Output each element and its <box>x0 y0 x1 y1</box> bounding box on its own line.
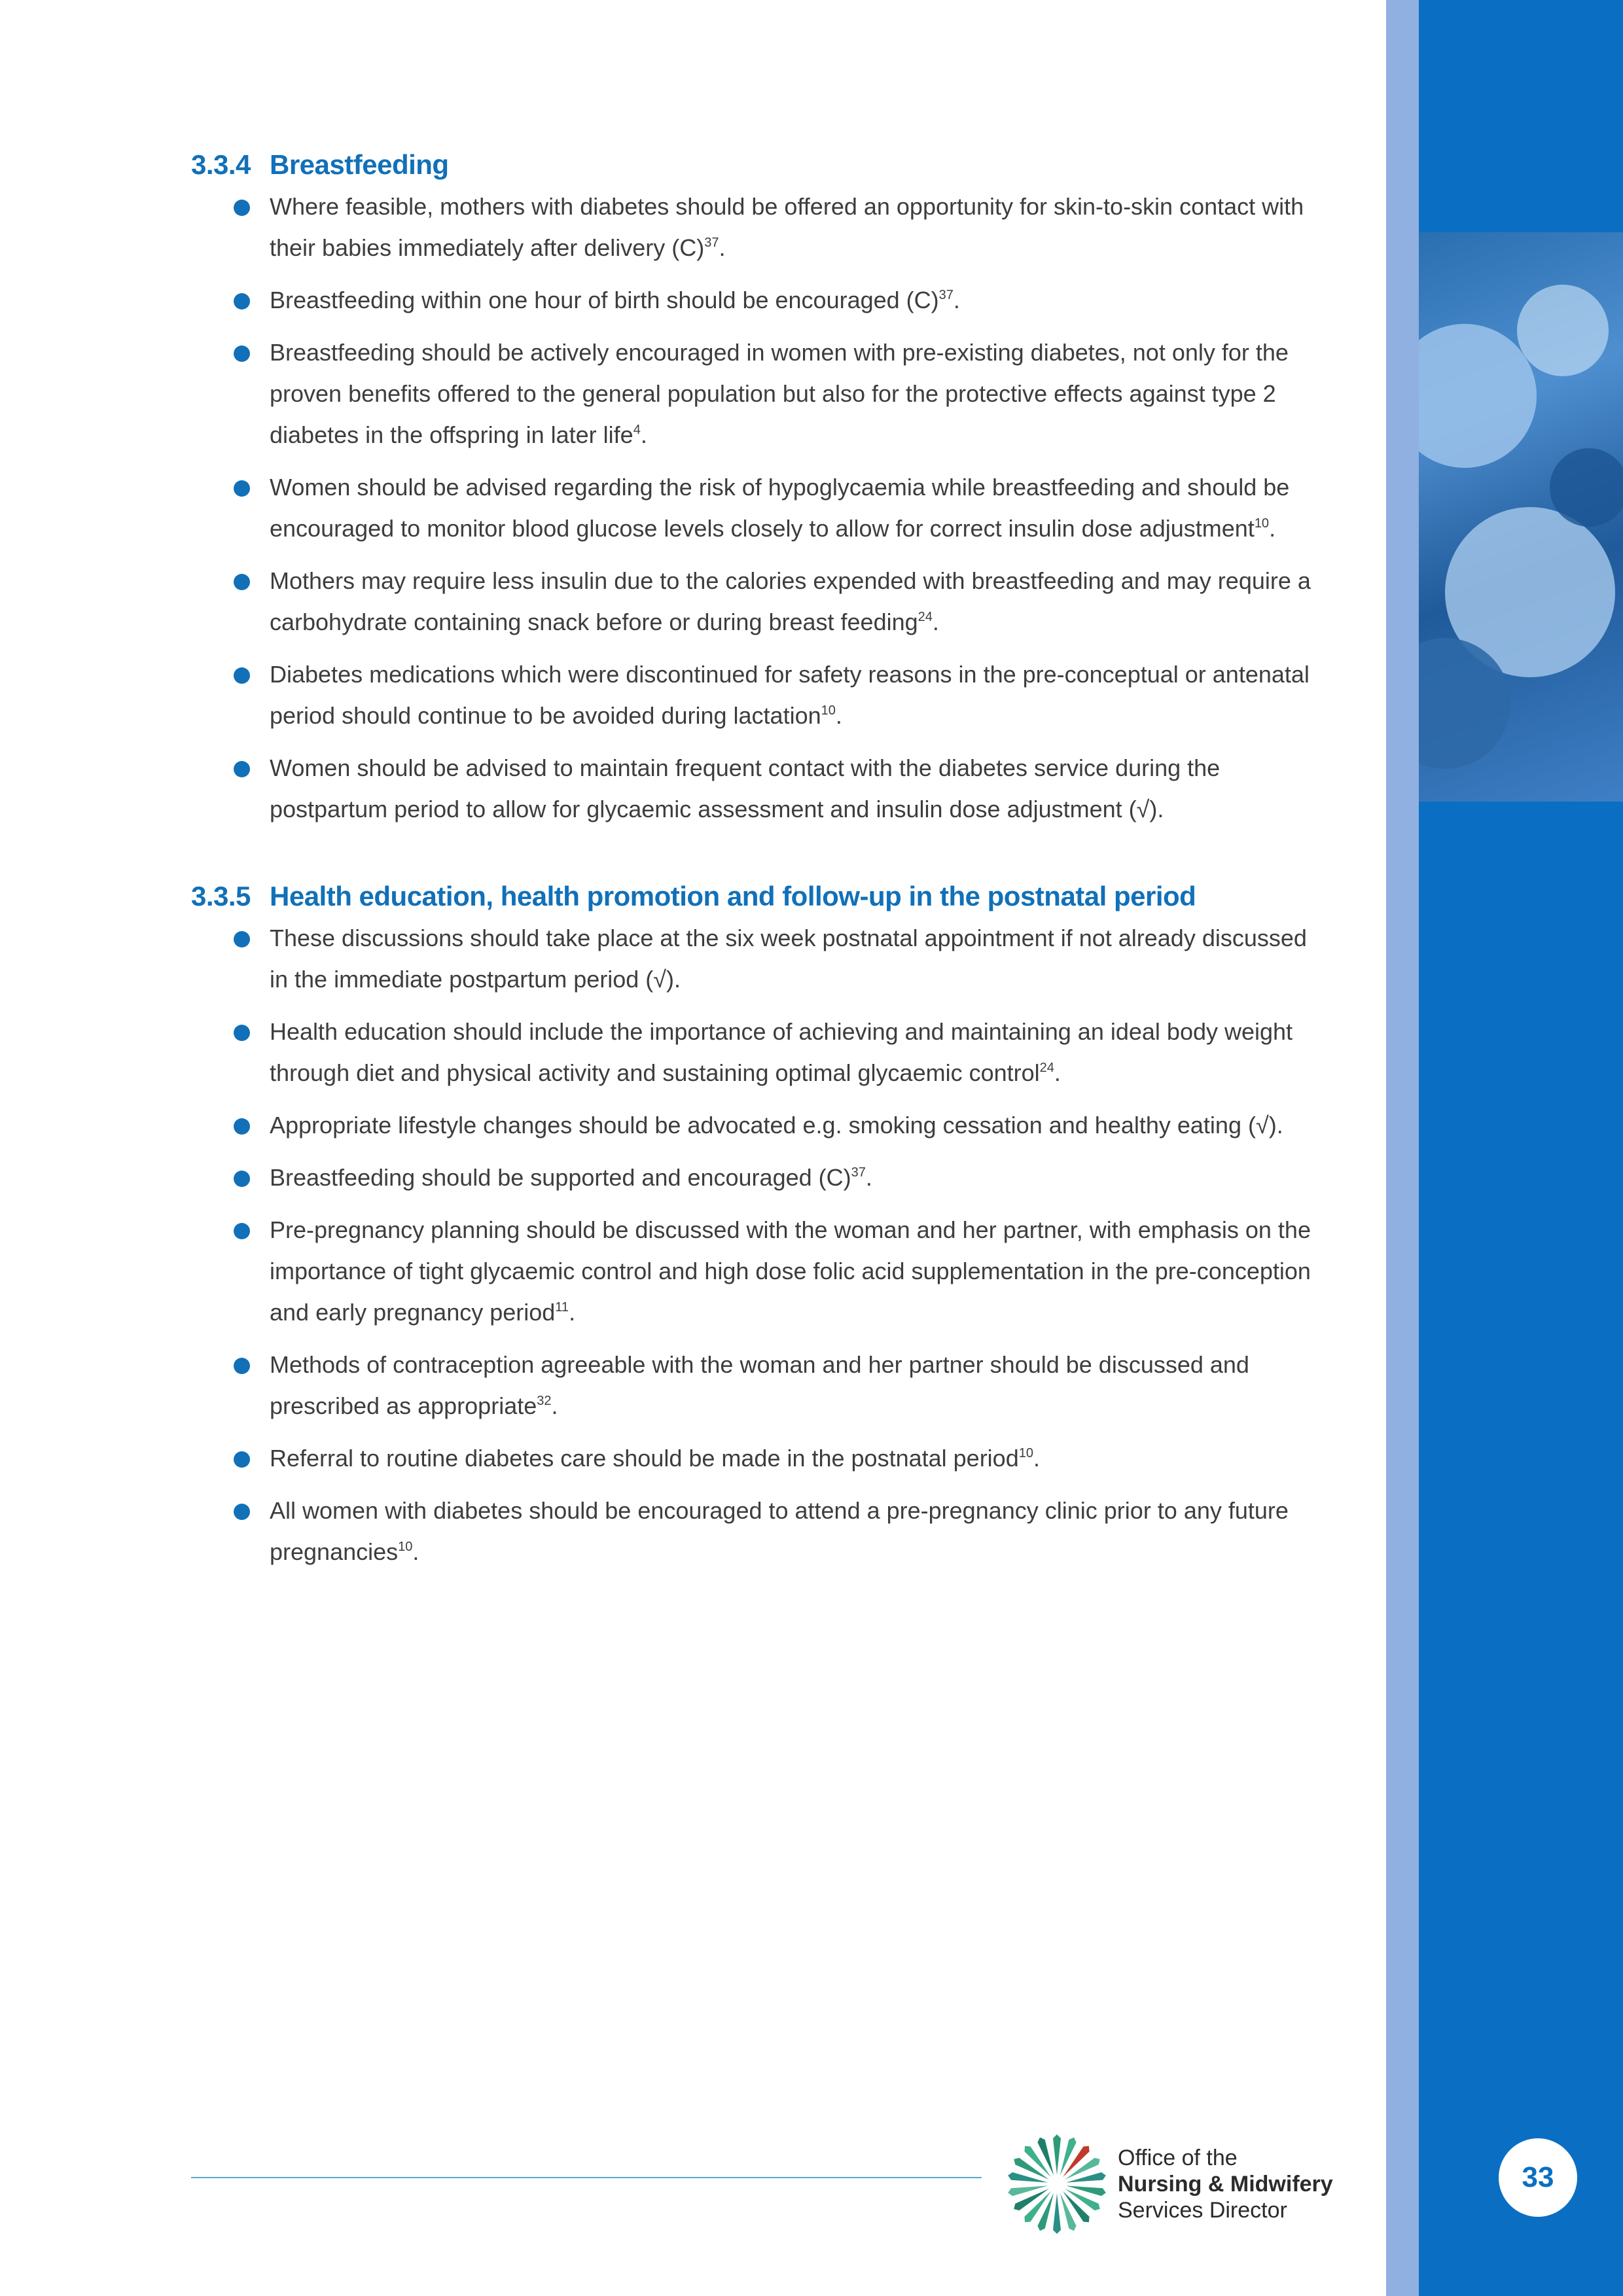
list-item <box>191 1157 1330 1198</box>
list-item-text: Women should be advised to maintain frequent contact with the diabetes service during the postpartum period to allow for glycaemic assessment and insulin dose adjustment (√). <box>270 754 1221 822</box>
list-item-end: . <box>835 702 842 729</box>
list-item <box>191 1104 1330 1146</box>
list-item-text: Appropriate lifestyle changes should be advocated e.g. smoking cessation and healthy eating (√). <box>270 1112 1283 1139</box>
list-item-end: . <box>640 421 647 448</box>
reference-number: 10 <box>398 1540 413 1554</box>
bullet-icon <box>234 1223 250 1239</box>
section-number: 3.3.4 <box>191 149 251 180</box>
list-item <box>191 1209 1330 1333</box>
section-title: Health education, health promotion and follow-up in the postnatal period <box>270 881 1196 911</box>
list-item <box>191 917 1330 1000</box>
bullet-icon <box>234 200 250 216</box>
page-number: 33 <box>1499 2138 1577 2217</box>
bullet-icon <box>234 1451 250 1468</box>
bullet-icon <box>234 1171 250 1187</box>
list-item-text: All women with diabetes should be encouraged to attend a pre-pregnancy clinic prior to any future pregnancies <box>270 1497 1289 1565</box>
org-line-3: Services Director <box>1118 2198 1287 2223</box>
section-health-education <box>191 881 1330 1572</box>
list-item-end: . <box>953 287 960 313</box>
section-breastfeeding <box>191 149 1330 830</box>
list-item-end: . <box>865 1164 872 1191</box>
list-item-end: . <box>719 234 726 261</box>
section-number: 3.3.5 <box>191 881 251 911</box>
list-item-text: Referral to routine diabetes care should be made in the postnatal period <box>270 1445 1019 1472</box>
puzzle-photo <box>1419 232 1623 802</box>
reference-number: 37 <box>851 1165 866 1180</box>
section-title: Breastfeeding <box>270 149 449 180</box>
bullet-icon <box>234 761 250 777</box>
logo-ray <box>1007 2172 1048 2187</box>
list-item-text: Diabetes medications which were discontinued for safety reasons in the pre-conceptual or antenatal period should continue to be avoided during lactation <box>270 661 1310 729</box>
list-item-end: . <box>1269 515 1276 542</box>
list-item-text: These discussions should take place at the six week postnatal appointment if not already discussed in the immediate postpartum period (√). <box>270 925 1307 993</box>
bullet-icon <box>234 480 250 497</box>
bullet-icon <box>234 574 250 590</box>
reference-number: 37 <box>704 236 719 250</box>
main-content <box>191 149 1330 1583</box>
list-item-text: Pre-pregnancy planning should be discussed with the woman and her partner, with emphasis on the importance of tight glycaemic control and high dose folic acid supplementation in the pre-conception and early pregnancy period <box>270 1216 1311 1326</box>
list-item-text: Mothers may require less insulin due to the calories expended with breastfeeding and may require a carbohydrate containing snack before or during breast feeding <box>270 567 1311 635</box>
bullet-icon <box>234 1025 250 1041</box>
list-item <box>191 747 1330 830</box>
list-item <box>191 332 1330 455</box>
reference-number: 10 <box>1018 1446 1033 1460</box>
logo-ray <box>1065 2172 1107 2187</box>
list-item-end: . <box>1033 1445 1040 1472</box>
organisation-name <box>1118 2145 1333 2223</box>
bullet-icon <box>234 1118 250 1135</box>
reference-number: 37 <box>938 288 954 302</box>
bullet-icon <box>234 1358 250 1374</box>
bullet-icon <box>234 293 250 309</box>
logo-ray <box>1065 2182 1107 2197</box>
list-item-end: . <box>551 1392 558 1419</box>
list-item <box>191 654 1330 736</box>
list-item-text: Breastfeeding should be supported and encouraged (C) <box>270 1164 851 1191</box>
list-item-text: Women should be advised regarding the risk of hypoglycaemia while breastfeeding and should be encouraged to monitor blood glucose levels closely to allow for correct insulin dose adjustment <box>270 474 1290 542</box>
list-item <box>191 1344 1330 1426</box>
list-item-end: . <box>412 1538 419 1565</box>
list-item-text: Breastfeeding should be actively encouraged in women with pre-existing diabetes, not only for the proven benefits offered to the general population but also for the protective effects against type 2 diabetes in the offspring in later life <box>270 339 1289 448</box>
bullet-list <box>191 186 1330 830</box>
logo-ray <box>1053 2193 1061 2234</box>
list-item-text: Health education should include the importance of achieving and maintaining an ideal body weight through diet and physical activity and sustaining optimal glycaemic control <box>270 1018 1293 1086</box>
list-item-end: . <box>932 609 939 635</box>
logo-ray <box>1007 2182 1048 2197</box>
footer-divider <box>191 2177 982 2178</box>
logo-ray <box>1053 2134 1061 2175</box>
list-item <box>191 186 1330 268</box>
bullet-icon <box>234 931 250 947</box>
section-heading <box>191 881 1330 912</box>
reference-number: 32 <box>537 1394 552 1408</box>
list-item <box>191 1438 1330 1479</box>
list-item <box>191 1011 1330 1093</box>
list-item-text: Methods of contraception agreeable with the woman and her partner should be discussed and prescribed as appropriate <box>270 1351 1249 1419</box>
reference-number: 24 <box>918 610 933 624</box>
list-item <box>191 560 1330 643</box>
bullet-icon <box>234 345 250 362</box>
org-line-2: Nursing & Midwifery <box>1118 2172 1333 2197</box>
reference-number: 10 <box>821 703 836 718</box>
reference-number: 4 <box>633 423 641 437</box>
reference-number: 10 <box>1254 516 1270 531</box>
starburst-logo-icon <box>1005 2132 1109 2236</box>
list-item <box>191 467 1330 549</box>
list-item-end: . <box>1054 1059 1061 1086</box>
sidebar-light-strip <box>1386 0 1419 2296</box>
reference-number: 24 <box>1039 1061 1054 1075</box>
list-item-end: . <box>569 1299 576 1326</box>
org-line-1: Office of the <box>1118 2146 1238 2170</box>
section-heading <box>191 149 1330 181</box>
bullet-icon <box>234 667 250 684</box>
bullet-icon <box>234 1504 250 1520</box>
list-item-text: Breastfeeding within one hour of birth should be encouraged (C) <box>270 287 939 313</box>
list-item <box>191 1490 1330 1572</box>
reference-number: 11 <box>555 1300 569 1315</box>
list-item <box>191 279 1330 321</box>
bullet-list <box>191 917 1330 1572</box>
list-item-text: Where feasible, mothers with diabetes should be offered an opportunity for skin-to-skin contact with their babies immediately after delivery (C) <box>270 193 1304 261</box>
